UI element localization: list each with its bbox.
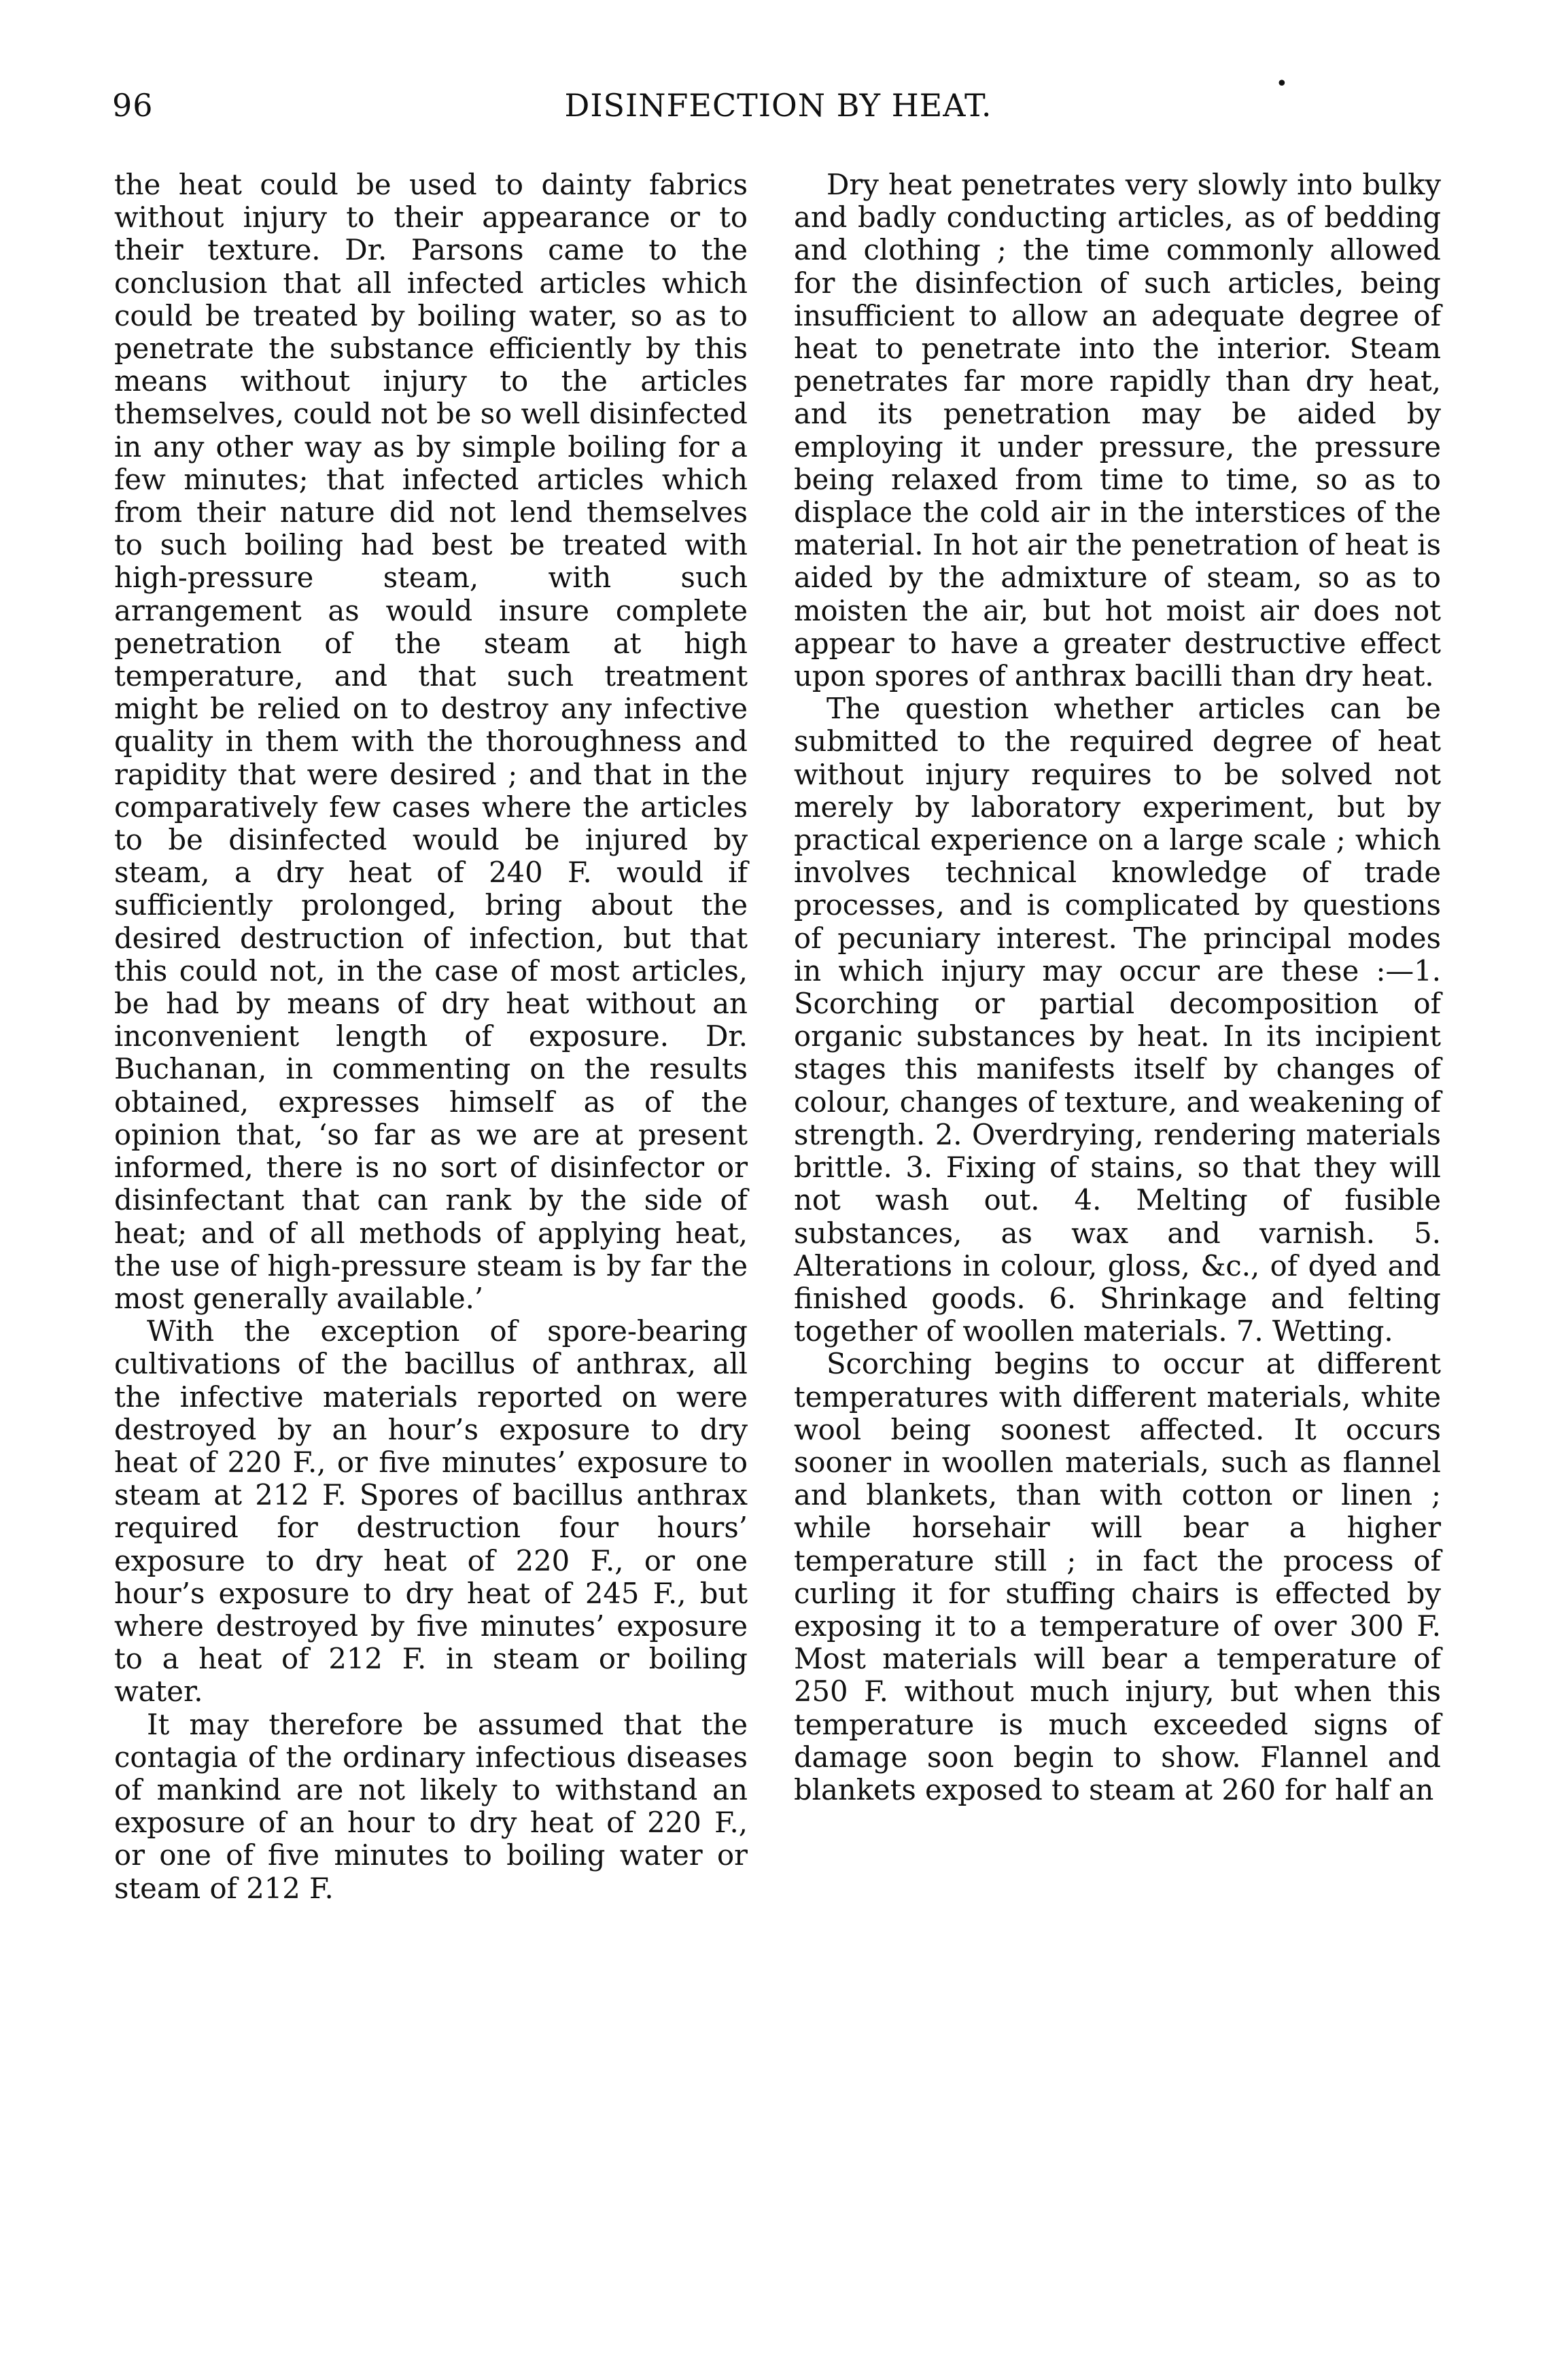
page-number: 96 bbox=[112, 87, 154, 124]
running-title: DISINFECTION BY HEAT. bbox=[564, 87, 992, 124]
left-column bbox=[114, 169, 748, 1905]
paragraph: the heat could be used to dainty fabrics without injury to their appearance or to their texture. Dr. Parsons came to the conclusion that all infected articles which could be treated by boiling water, so as to penetrate the substance efficiently by this means without injury to the articles themselves, could not be so well disinfected in any other way as by simple boiling for a few minutes; that infected articles which from their nature did not lend themselves to such boiling had best be treated with high-pressure steam, with such arrangement as would insure complete penetration of the steam at high temperature, and that such treatment might be relied on to destroy any infective quality in them with the thoroughness and rapidity that were desired ; and that in the comparatively few cases where the articles to be disinfected would be injured by steam, a dry heat of 240 F. would if sufficiently prolonged, bring about the desired destruction of infection, but that this could not, in the case of most articles, be had by means of dry heat without an inconvenient length of exposure. Dr. Buchanan, in commenting on the results obtained, expresses himself as of the opinion that, ‘so far as we are at present informed, there is no sort of disinfector or disinfectant that can rank by the side of heat; and of all methods of applying heat, the use of high-pressure steam is by far the most generally available.’ bbox=[114, 168, 748, 1315]
running-header bbox=[112, 72, 1444, 128]
paragraph: With the exception of spore-bearing cultivations of the bacillus of anthrax, all the infective materials reported on were destroyed by an hour’s exposure to dry heat of 220 F., or five minutes’ exposure to steam at 212 F. Spores of bacillus anthrax required for destruction four hours’ exposure to dry heat of 220 F., or one hour’s exposure to dry heat of 245 F., but where destroyed by five minutes’ exposure to a heat of 212 F. in steam or boiling water. bbox=[114, 1314, 748, 1709]
paragraph: It may therefore be assumed that the contagia of the ordinary infectious diseases of mankind are not likely to withstand an exposure of an hour to dry heat of 220 F., or one of five minutes to boiling water or steam of 212 F. bbox=[114, 1707, 748, 1905]
right-column bbox=[794, 169, 1441, 1806]
paragraph: Dry heat penetrates very slowly into bulky and badly conducting articles, as of bedding and clothing ; the time commonly allowed for the disinfection of such articles, being insufficient to allow an adequate degree of heat to penetrate into the interior. Steam penetrates far more rapidly than dry heat, and its penetration may be aided by employing it under pressure, the pressure being relaxed from time to time, so as to displace the cold air in the interstices of the material. In hot air the penetration of heat is aided by the admixture of steam, so as to moisten the air, but hot moist air does not appear to have a greater destructive effect upon spores of anthrax bacilli than dry heat. bbox=[794, 168, 1441, 693]
paragraph: The question whether articles can be submitted to the required degree of heat without injury requires to be solved not merely by laboratory experiment, but by practical experience on a large scale ; which involves technical knowledge of trade processes, and is complicated by questions of pecuniary interest. The principal modes in which injury may occur are these :—1. Scorching or partial decomposition of organic substances by heat. In its incipient stages this manifests itself by changes of colour, changes of texture, and weakening of strength. 2. Overdrying, rendering materials brittle. 3. Fixing of stains, so that they will not wash out. 4. Melting of fusible substances, as wax and varnish. 5. Alterations in colour, gloss, &c., of dyed and finished goods. 6. Shrinkage and felting together of woollen materials. 7. Wetting. bbox=[794, 692, 1441, 1348]
paragraph: Scorching begins to occur at different temperatures with different materials, white wool being soonest affected. It occurs sooner in woollen materials, such as flannel and blankets, than with cotton or linen ; while horsehair will bear a higher temperature still ; in fact the process of curling it for stuffing chairs is effected by exposing it to a temperature of over 300 F. Most materials will bear a temperature of 250 F. without much injury, but when this temperature is much exceeded signs of damage soon begin to show. Flannel and blankets exposed to steam at 260 for half an bbox=[794, 1347, 1441, 1806]
printer-mark: • bbox=[1276, 72, 1289, 96]
